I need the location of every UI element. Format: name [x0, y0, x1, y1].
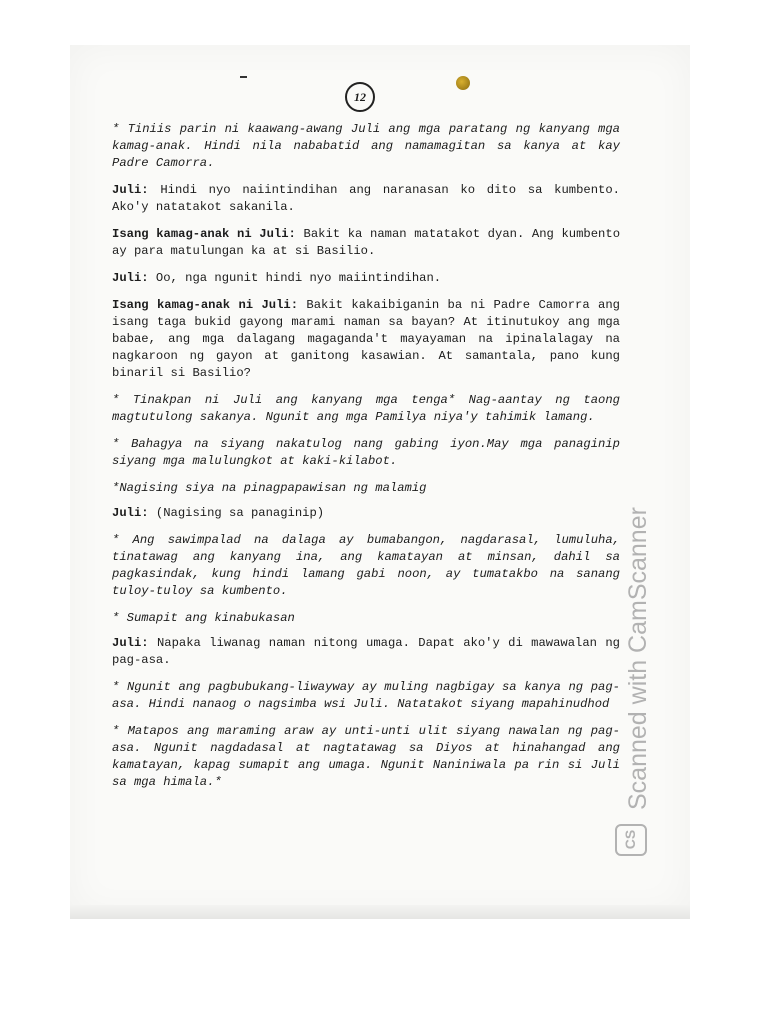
stage-direction: * Tiniis parin ni kaawang-awang Juli ang mga paratang ng kanyang mga kamag-anak. Hindi nila nababatid ang namamagitan sa kanya at kay Padre Camorra.	[112, 122, 620, 170]
dialogue-line	[112, 635, 620, 669]
speaker-name: Juli:	[112, 636, 149, 650]
dialogue-text: Hindi nyo naiintindihan ang naranasan ko dito sa kumbento. Ako'y natatakot sakanila.	[112, 183, 620, 214]
stage-direction: * Ang sawimpalad na dalaga ay bumabangon, nagdarasal, lumuluha, tinatawag ang kanyang ina, ang kamatayan at minsan, dahil sa pagkasindak, kung hindi lamang gabi noon, ay tumatakbo na sanang tuloy-tuloy sa kumbento.	[112, 533, 620, 598]
dialogue-line	[112, 182, 620, 216]
dialogue-text: Bakit ka naman matatakot dyan. Ang kumbento ay para matulungan ka at si Basilio.	[112, 227, 621, 258]
dialogue-line	[112, 270, 620, 287]
speaker-name: Juli:	[112, 271, 149, 285]
pen-mark	[240, 76, 247, 78]
camscanner-logo-icon	[615, 824, 647, 856]
stage-direction: * Matapos ang maraming araw ay unti-unti ulit siyang nawalan ng pag-asa. Ngunit nagdadasal at nagtatawag sa Diyos at hinahangad ang kamatayan, kapag sumapit ang umaga. Ngunit Naniniwala pa rin si Juli sa mga himala.*	[112, 724, 620, 789]
speaker-name: Juli:	[112, 183, 149, 197]
dialogue-line	[112, 505, 620, 522]
stage-direction: * Ngunit ang pagbubukang-liwayway ay muling nagbigay sa kanya ng pag-asa. Hindi nanaog o nagsimba wsi Juli. Natatakot siyang mapahinudhod	[112, 680, 620, 711]
stage-direction: * Sumapit ang kinabukasan	[112, 611, 295, 625]
dialogue-text: (Nagising sa panaginip)	[148, 506, 325, 520]
dialogue-text: Bakit kakaibiganin ba ni Padre Camorra ang isang taga bukid gayong marami naman sa bayan? At itinutukoy ang mga babae, ang mga dalagang magaganda't mayayaman na ipinalalagay na nagkaroon ng gayon at ganitong kasawian. At samantala, pano kung binaril si Basilio?	[112, 298, 620, 380]
dialogue-text: Napaka liwanag naman nitong umaga. Dapat ako'y di mawawalan ng pag-asa.	[112, 636, 620, 667]
watermark-text: Scanned with CamScanner	[624, 507, 652, 810]
stage-direction: * Tinakpan ni Juli ang kanyang mga tenga* Nag-aantay ng taong magtutulong sakanya. Ngunit ang mga Pamilya niya'y tahimik lamang.	[112, 393, 620, 424]
stage-direction: * Bahagya na siyang nakatulog nang gabing iyon.May mga panaginip siyang mga malulungkot at kaki-kilabot.	[112, 437, 620, 468]
ink-dot	[456, 76, 470, 90]
page-number: 12	[345, 82, 375, 112]
watermark-logo-text: CS	[622, 829, 639, 850]
dialogue-line	[112, 226, 620, 260]
script-body	[112, 121, 620, 801]
stage-direction: *Nagising siya na pinagpapawisan ng malamig	[112, 481, 427, 495]
dialogue-text: Oo, nga ngunit hindi nyo maiintindihan.	[148, 271, 442, 285]
camscanner-watermark	[612, 480, 656, 890]
scan-edge-stripe	[70, 905, 690, 919]
speaker-name: Isang kamag-anak ni Juli:	[112, 227, 296, 241]
dialogue-line	[112, 297, 620, 382]
speaker-name: Juli:	[112, 506, 149, 520]
speaker-name: Isang kamag-anak ni Juli:	[112, 298, 299, 312]
